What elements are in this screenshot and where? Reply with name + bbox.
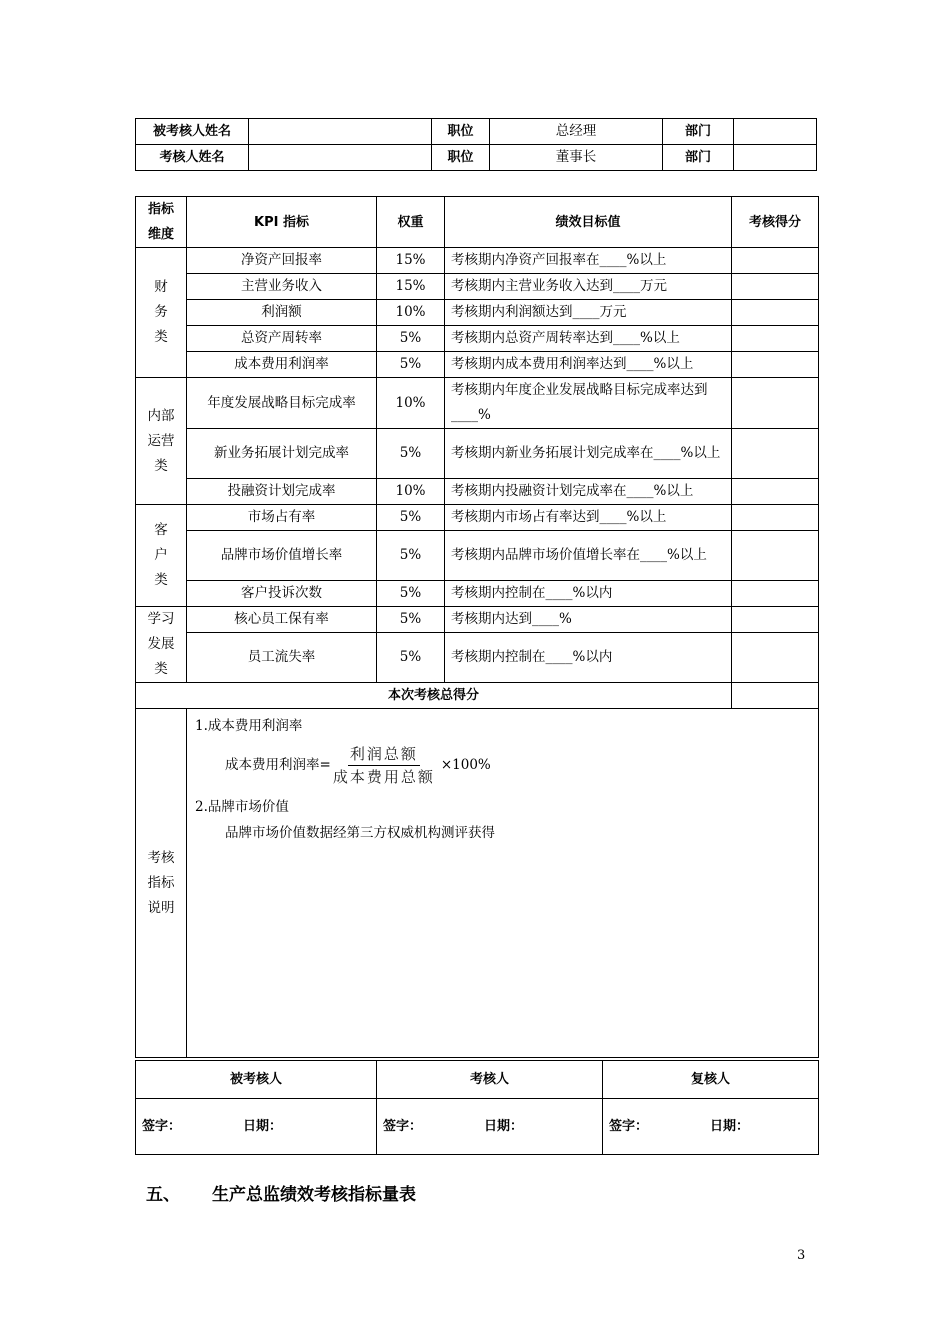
dimension-operations-label: 内部运营类: [147, 407, 175, 474]
formula-denominator: 成本费用总额: [332, 768, 435, 786]
kpi-target: 考核期内总资产周转率达到____%以上: [445, 326, 732, 352]
kpi-name: 总资产周转率: [187, 326, 377, 352]
kpi-target: 考核期内年度企业发展战略目标完成率达到____%: [445, 378, 732, 429]
date-label: 日期：: [243, 1119, 283, 1134]
kpi-name: 成本费用利润率: [187, 352, 377, 378]
formula-multiplier: ×100%: [440, 757, 491, 773]
kpi-target: 考核期内利润额达到____万元: [445, 300, 732, 326]
kpi-weight: 5%: [377, 633, 445, 683]
date-label: 日期：: [710, 1119, 750, 1134]
dimension-finance: [136, 248, 187, 378]
signature-table: [135, 1060, 819, 1155]
kpi-score-field[interactable]: [732, 607, 819, 633]
assessee-sign-cell[interactable]: [136, 1099, 377, 1155]
assessee-dept-field[interactable]: [734, 119, 817, 145]
formula-numerator: 利润总额: [348, 743, 420, 766]
formula: [225, 743, 810, 788]
dimension-learning-label: 学习发展类: [147, 611, 175, 677]
col-kpi-header: KPI 指标: [187, 197, 377, 248]
signature-col-assessor-header: 考核人: [377, 1061, 603, 1099]
table-row: [136, 633, 819, 683]
dimension-operations: [136, 378, 187, 505]
note-item2-text: 品牌市场价值数据经第三方权威机构测评获得: [225, 825, 495, 841]
assessor-position-value: 董事长: [490, 145, 663, 171]
table-row: [136, 505, 819, 531]
header-table: [135, 118, 817, 171]
section-title-text: 生产总监绩效考核指标量表: [212, 1185, 416, 1205]
table-row: [136, 274, 819, 300]
kpi-table: [135, 196, 819, 1058]
dimension-learning: [136, 607, 187, 683]
kpi-target: 考核期内主营业务收入达到____万元: [445, 274, 732, 300]
kpi-name: 年度发展战略目标完成率: [187, 378, 377, 429]
assessee-name-label: 被考核人姓名: [136, 119, 249, 145]
dimension-customer-label: 客户类: [154, 522, 168, 588]
note-item2-title: 2.品牌市场价值: [195, 799, 289, 815]
kpi-score-field[interactable]: [732, 633, 819, 683]
kpi-target: 考核期内品牌市场价值增长率在____%以上: [445, 531, 732, 581]
assessee-position-value: 总经理: [490, 119, 663, 145]
formula-fraction: [333, 743, 435, 788]
table-row: [136, 378, 819, 429]
assessor-name-label: 考核人姓名: [136, 145, 249, 171]
table-row: [136, 352, 819, 378]
notes-label-text: 考核指标说明: [147, 849, 175, 916]
section-heading: [146, 1180, 416, 1205]
assessee-position-label: 职位: [432, 119, 490, 145]
reviewer-sign-cell[interactable]: [603, 1099, 819, 1155]
assessor-position-label: 职位: [432, 145, 490, 171]
kpi-score-field[interactable]: [732, 352, 819, 378]
kpi-name: 客户投诉次数: [187, 581, 377, 607]
kpi-target: 考核期内成本费用利润率达到____%以上: [445, 352, 732, 378]
total-score-label: 本次考核总得分: [136, 683, 732, 709]
kpi-name: 投融资计划完成率: [187, 479, 377, 505]
kpi-weight: 5%: [377, 607, 445, 633]
dimension-finance-label: 财务类: [154, 279, 168, 345]
kpi-score-field[interactable]: [732, 274, 819, 300]
kpi-weight: 5%: [377, 352, 445, 378]
kpi-name: 员工流失率: [187, 633, 377, 683]
col-dimension-header: 指标维度: [136, 197, 187, 248]
kpi-name: 新业务拓展计划完成率: [187, 429, 377, 479]
signature-col-reviewer-header: 复核人: [603, 1061, 819, 1099]
kpi-target: 考核期内控制在____%以内: [445, 581, 732, 607]
sign-label: 签字：: [142, 1119, 182, 1134]
dimension-customer: [136, 505, 187, 607]
assessee-dept-label: 部门: [663, 119, 734, 145]
kpi-target: 考核期内控制在____%以内: [445, 633, 732, 683]
col-weight-header: 权重: [377, 197, 445, 248]
section-number: 五、: [146, 1185, 180, 1205]
table-row: [136, 248, 819, 274]
table-row: [136, 326, 819, 352]
kpi-score-field[interactable]: [732, 429, 819, 479]
table-row: [136, 479, 819, 505]
assessor-dept-label: 部门: [663, 145, 734, 171]
kpi-name: 核心员工保有率: [187, 607, 377, 633]
kpi-score-field[interactable]: [732, 378, 819, 429]
kpi-weight: 10%: [377, 479, 445, 505]
col-score-header: 考核得分: [732, 197, 819, 248]
table-row: [136, 581, 819, 607]
col-target-header: 绩效目标值: [445, 197, 732, 248]
kpi-header-row: [136, 197, 819, 248]
kpi-weight: 5%: [377, 581, 445, 607]
sign-label: 签字：: [383, 1119, 423, 1134]
table-row: [136, 429, 819, 479]
kpi-name: 市场占有率: [187, 505, 377, 531]
kpi-target: 考核期内新业务拓展计划完成率在____%以上: [445, 429, 732, 479]
kpi-weight: 10%: [377, 378, 445, 429]
kpi-target: 考核期内市场占有率达到____%以上: [445, 505, 732, 531]
notes-content: [187, 709, 819, 1058]
kpi-score-field[interactable]: [732, 531, 819, 581]
kpi-target: 考核期内净资产回报率在____%以上: [445, 248, 732, 274]
kpi-score-field[interactable]: [732, 505, 819, 531]
date-label: 日期：: [484, 1119, 524, 1134]
signature-fields: [136, 1099, 819, 1155]
notes-row: [136, 709, 819, 1058]
kpi-weight: 15%: [377, 274, 445, 300]
kpi-name: 利润额: [187, 300, 377, 326]
kpi-score-field[interactable]: [732, 300, 819, 326]
total-score-row: [136, 683, 819, 709]
header-row-assessor: [136, 145, 817, 171]
kpi-name: 净资产回报率: [187, 248, 377, 274]
kpi-target: 考核期内投融资计划完成率在____%以上: [445, 479, 732, 505]
kpi-weight: 5%: [377, 326, 445, 352]
table-row: [136, 531, 819, 581]
assessee-name-field[interactable]: [249, 119, 432, 145]
kpi-weight: 5%: [377, 505, 445, 531]
signature-col-assessee-header: 被考核人: [136, 1061, 377, 1099]
signature-header: [136, 1061, 819, 1099]
assessor-name-field[interactable]: [249, 145, 432, 171]
kpi-score-field[interactable]: [732, 248, 819, 274]
kpi-target: 考核期内达到____%: [445, 607, 732, 633]
kpi-name: 品牌市场价值增长率: [187, 531, 377, 581]
kpi-score-field[interactable]: [732, 479, 819, 505]
kpi-weight: 5%: [377, 429, 445, 479]
formula-lhs: 成本费用利润率=: [225, 757, 331, 773]
kpi-weight: 5%: [377, 531, 445, 581]
page-number: 3: [797, 1248, 806, 1263]
header-row-assessee: [136, 119, 817, 145]
sign-label: 签字：: [609, 1119, 649, 1134]
kpi-name: 主营业务收入: [187, 274, 377, 300]
kpi-score-field[interactable]: [732, 581, 819, 607]
assessor-dept-field[interactable]: [734, 145, 817, 171]
table-row: [136, 607, 819, 633]
kpi-weight: 15%: [377, 248, 445, 274]
total-score-field[interactable]: [732, 683, 819, 709]
kpi-weight: 10%: [377, 300, 445, 326]
assessor-sign-cell[interactable]: [377, 1099, 603, 1155]
kpi-score-field[interactable]: [732, 326, 819, 352]
table-row: [136, 300, 819, 326]
notes-label: [136, 709, 187, 1058]
note-item1-title: 1.成本费用利润率: [195, 718, 303, 734]
